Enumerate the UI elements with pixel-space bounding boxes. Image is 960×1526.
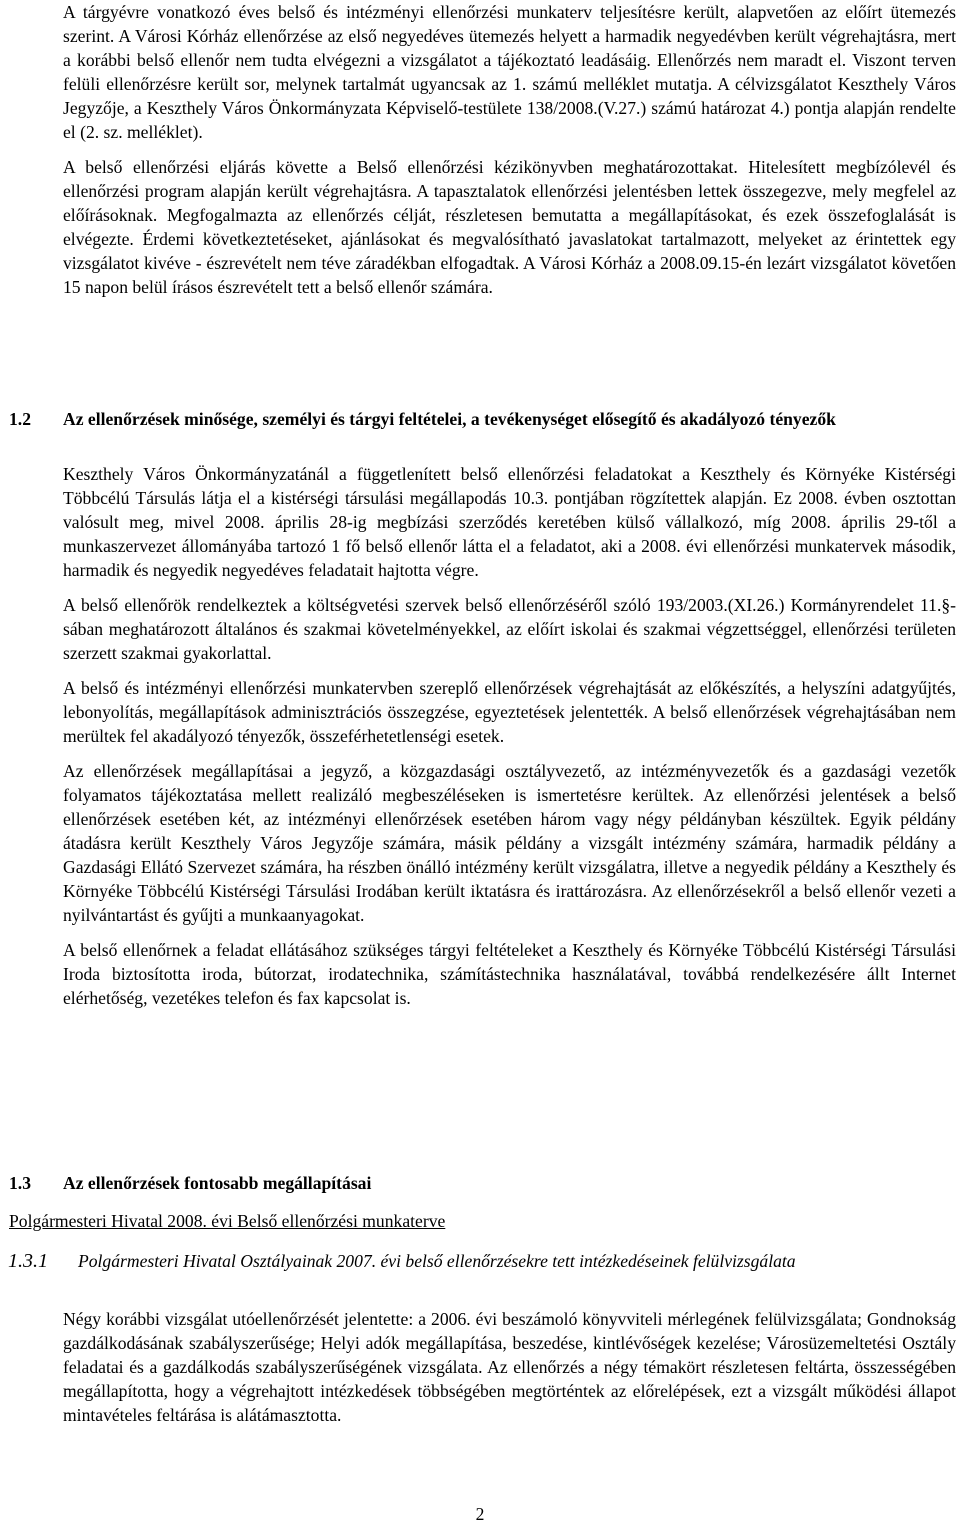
- paragraph: A belső ellenőrzési eljárás követte a Belső ellenőrzési kézikönyvben meghatározottakat. Hitelesített megbízólevél és ellenőrzési program alapján került végrehajtásra. A tapasztalatok ellenőrzési jelentésben lettek összegezve, mely megfelel az előírásoknak. Megfogalmazta az ellenőrzés célját, részletesen bemutatta a megállapításokat, és ezek összefoglalását is elvégezte. Érdemi következtetéseket, ajánlásokat és megvalósítható javaslatokat tartalmazott, melyeket az érintettek egy vizsgálatot kivéve - észrevételt nem téve záradékban elfogadtak. A Városi Kórház a 2008.09.15-én lezárt vizsgálatot követően 15 napon belül írásos észrevételt tett a belső ellenőr számára.: [63, 157, 956, 297]
- intro-text: [63, 0, 956, 310]
- subsection-number: 1.3.1: [8, 1250, 48, 1272]
- paragraph: Az ellenőrzések megállapításai a jegyző, a közgazdasági osztályvezető, az intézményvezetők és a gazdasági vezetők folyamatos tájékoztatása mellett realizáló megbeszéléseken is ismertetésre kerültek. Az ellenőrzési jelentések a belső ellenőrzések esetében két, az intézményi ellenőrzések esetében három vagy négy példányban készültek. Egyik példány átadásra került Keszthely Város Jegyzője számára, másik példány a vizsgált intézmény számára, harmadik példány a Gazdasági Ellátó Szervezet számára, ha részben önálló intézmény került vizsgálatra, illetve a negyedik példány a Keszthely és Környéke Többcélú Kistérségi Társulási Irodában került iktatásra és irattározásra. Az ellenőrzésekről a belső ellenőr vezeti a nyilvántartást és gyűjti a munkaanyagokat.: [63, 761, 956, 925]
- page-number: 2: [475, 1504, 485, 1524]
- section-1-3-1-body: [63, 1307, 956, 1438]
- paragraph: A belső ellenőrnek a feladat ellátásához szükséges tárgyi feltételeket a Keszthely és Környéke Többcélú Kistérségi Társulási Iroda biztosította iroda, bútorzat, irodatechnika, számítástechnika használatával, továbbá rendelkezésére állt Internet elérhetőség, vezetékes telefon és fax kapcsolat is.: [63, 940, 956, 1008]
- section-number: 1.3: [9, 1173, 31, 1193]
- paragraph: Keszthely Város Önkormányzatánál a függetlenített belső ellenőrzési feladatokat a Keszthely és Környéke Kistérségi Többcélú Társulás látja el a kistérségi társulási megállapodás 10.3. pontjában rögzítettek alapján. Ez 2008. évben osztottan valósult meg, mivel 2008. április 28-ig megbízási szerződés keretében külső vállalkozó, míg 2008. április 29-től a munkaszervezet állományába tartozó 1 fő belső ellenőr látta el a feladatot, aki a 2008. évi ellenőrzési munkatervek második, harmadik és negyedik negyedéves feladatait hajtotta végre.: [63, 464, 956, 580]
- paragraph: A belső és intézményi ellenőrzési munkatervben szereplő ellenőrzések végrehajtását az előkészítés, a helyszíni adatgyűjtés, lebonyolítás, megállapítások adminisztrációs összegzése, egyeztetések jelentették. A belső ellenőrzések végrehajtásában nem merültek fel akadályozó tényezők, összeférhetetlenségi esetek.: [63, 678, 956, 746]
- paragraph: A tárgyévre vonatkozó éves belső és intézményi ellenőrzési munkaterv teljesítésre került, alapvetően az előírt ütemezés szerint. A Városi Kórház ellenőrzése az első negyedéves ütemezés helyett a harmadik negyedévben került végrehajtásra, mert a korábbi belső ellenőr nem tudta elvégezni a vizsgálatot a tájékoztató leadásáig. Ellenőrzés nem maradt el. Viszont terven felüli ellenőrzésre került sor, melynek tartalmát ugyancsak az 1. számú melléklet mutatja. A célvizsgálatot Keszthely Város Jegyzője, a Keszthely Város Önkormányzata Képviselő-testülete 138/2008.(V.27.) számú határozat 4.) pontja alapján rendelte el (2. sz. melléklet).: [63, 2, 956, 142]
- section-number: 1.2: [9, 409, 31, 429]
- section-1-2-body: [63, 462, 956, 1021]
- subsection-title: Polgármesteri Hivatal Osztályainak 2007. évi belső ellenőrzésekre tett intézkedéseinek felülvizsgálata: [78, 1251, 796, 1271]
- workplan-heading: Polgármesteri Hivatal 2008. évi Belső ellenőrzési munkaterve: [9, 1211, 446, 1231]
- paragraph: Négy korábbi vizsgálat utóellenőrzését jelentette: a 2006. évi beszámoló könyvviteli mérlegének felülvizsgálata; Gondnokság gazdálkodásának szabályszerűsége; Helyi adók megállapítása, beszedése, kintlévőségek kezelése; Városüzemeltetési Osztály feladatai és a gazdálkodás szabályszerűségének vizsgálata. Az ellenőrzés a négy témakört részletesen feltárta, összességében megállapította, hogy a végrehajtott intézkedések többségében megtörténtek az előrelépések, ezt a vizsgált működési állapot mintavételes feltárása is alátámasztotta.: [63, 1309, 956, 1425]
- section-title: Az ellenőrzések minősége, személyi és tárgyi feltételei, a tevékenységet elősegítő és akadályozó tényezők: [63, 409, 836, 429]
- paragraph: A belső ellenőrök rendelkeztek a költségvetési szervek belső ellenőrzéséről szóló 193/2003.(XI.26.) Kormányrendelet 11.§-sában meghatározott általános és szakmai követelményekkel, az előírt iskolai és szakmai végzettséggel, ellenőrzési területen szerzett szakmai gyakorlattal.: [63, 595, 956, 663]
- section-title: Az ellenőrzések fontosabb megállapításai: [63, 1173, 372, 1193]
